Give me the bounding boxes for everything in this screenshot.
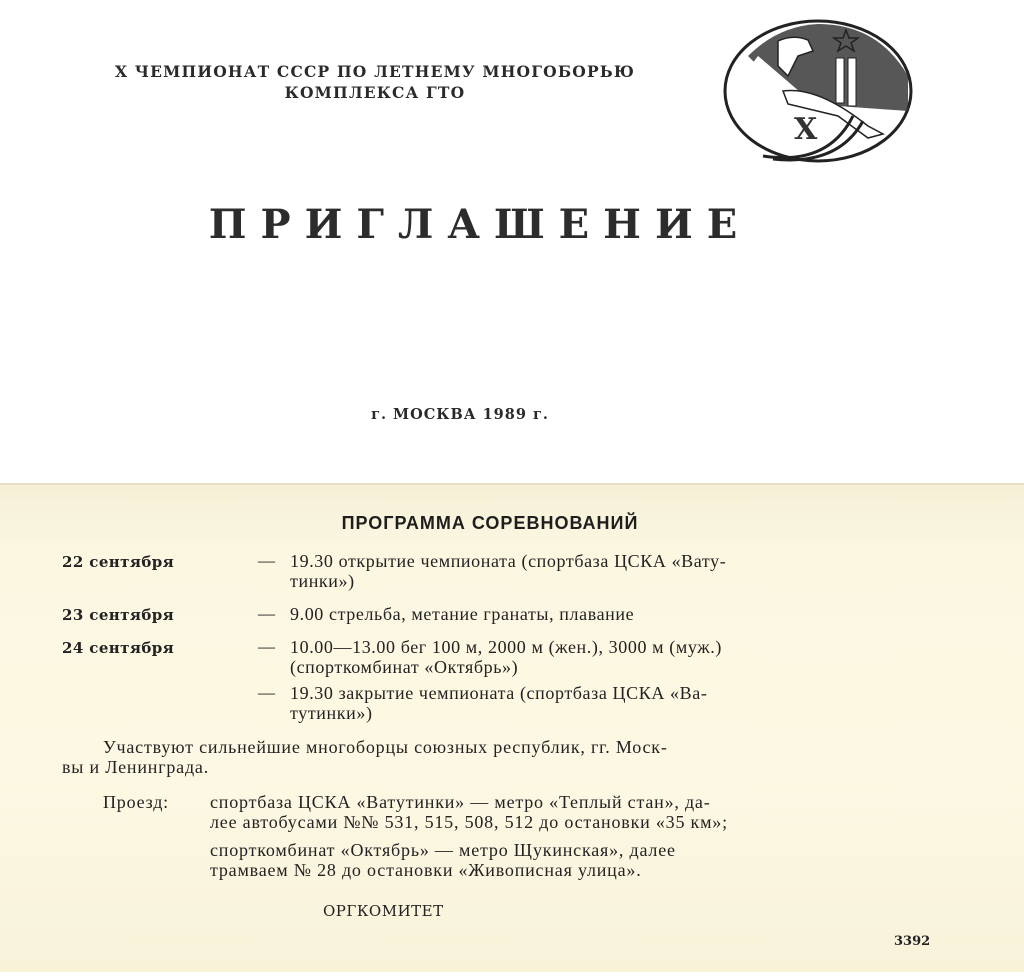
invitation-cover [0, 0, 1024, 478]
participants-line2: вы и Ленинграда. [62, 757, 210, 777]
print-number: 3392 [894, 934, 931, 949]
schedule-line: тутинки») [290, 703, 373, 723]
schedule-line: 9.00 стрельба, метание гранаты, плавание [290, 604, 635, 624]
event-title-line2: КОМПЛЕКСА ГТО [284, 83, 466, 102]
emblem-numeral: X [794, 112, 818, 147]
schedule-line: (спорткомбинат «Октябрь») [290, 657, 519, 677]
travel-line2: лее автобусами №№ 531, 515, 508, 512 до остановки «35 км»; [210, 812, 728, 832]
participants-line1: Участвуют сильнейшие многоборцы союзных республик, гг. Моск- [103, 737, 668, 757]
travel-line3: спорткомбинат «Октябрь» — метро Щукинская», далее [210, 840, 676, 860]
schedule-line: 19.30 открытие чемпионата (спортбаза ЦСКА «Вату- [290, 551, 727, 571]
city-year: г. МОСКВА 1989 г. [371, 406, 549, 423]
schedule-line: 19.30 закрытие чемпионата (спортбаза ЦСКА «Ва- [290, 683, 708, 703]
event-title-line1: X ЧЕМПИОНАТ СССР ПО ЛЕТНЕМУ МНОГОБОРЬЮ [114, 62, 636, 81]
travel-line1: спортбаза ЦСКА «Ватутинки» — метро «Теплый стан», да- [210, 792, 711, 812]
schedule-date: 22 сентября [62, 553, 175, 571]
schedule-line: 10.00—13.00 бег 100 м, 2000 м (жен.), 3000 м (муж.) [290, 637, 722, 657]
program-sheet [0, 483, 1024, 972]
program-heading: ПРОГРАММА СОРЕВНОВАНИЙ [341, 513, 639, 533]
schedule-line: тинки») [290, 571, 355, 591]
invitation-title: ПРИГЛАШЕНИЕ [208, 201, 752, 248]
schedule-dash: — [258, 637, 275, 656]
organizing-committee-signature: ОРГКОМИТЕТ [323, 902, 444, 920]
schedule-dash: — [258, 683, 275, 702]
championship-emblem-icon [718, 16, 918, 166]
schedule-dash: — [258, 551, 275, 570]
schedule-date: 24 сентября [62, 639, 175, 657]
travel-label: Проезд: [103, 792, 169, 812]
travel-line4: трамваем № 28 до остановки «Живописная улица». [210, 860, 642, 880]
schedule-dash: — [258, 604, 275, 623]
schedule-date: 23 сентября [62, 606, 175, 624]
